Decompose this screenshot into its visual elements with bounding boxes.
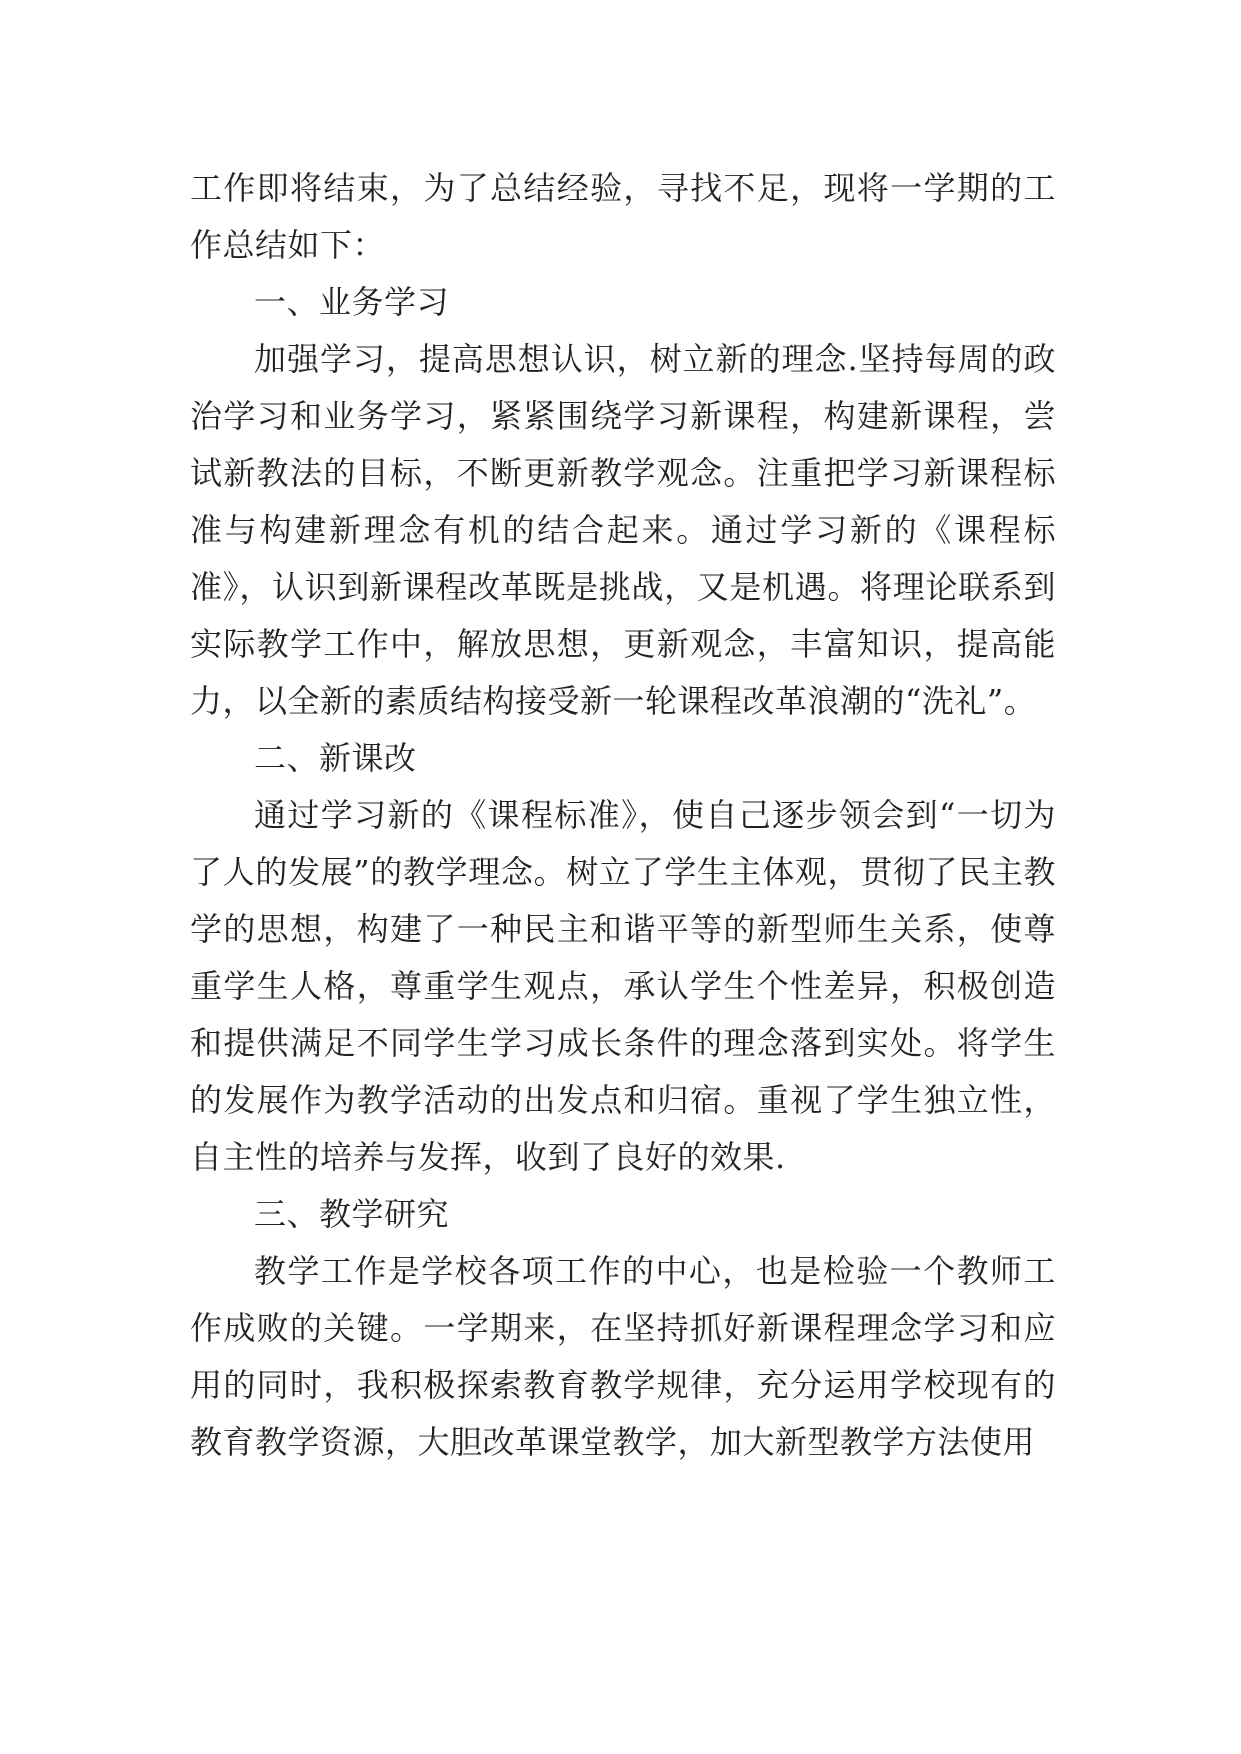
document-body [190,160,1056,1471]
section-paragraph-teaching-research: 教学工作是学校各项工作的中心，也是检验一个教师工作成败的关键。一学期来，在坚持抓好新课程理念学习和应用的同时，我积极探索教育教学规律，充分运用学校现有的教育教学资源，大胆改革课堂教学，加大新型教学方法使用 [190,1252,1056,1461]
section-paragraph-new-curriculum-reform: 通过学习新的《课程标准》，使自己逐步领会到“一切为了人的发展”的教学理念。树立了学生主体观，贯彻了民主教学的思想，构建了一种民主和谐平等的新型师生关系，使尊重学生人格，尊重学生观点，承认学生个性差异，积极创造和提供满足不同学生学习成长条件的理念落到实处。将学生的发展作为教学活动的出发点和归宿。重视了学生独立性，自主性的培养与发挥，收到了良好的效果. [190,796,1056,1176]
section-heading-teaching-research: 三、教学研究 [254,1195,450,1233]
section-paragraph-business-study: 加强学习，提高思想认识，树立新的理念.坚持每周的政治学习和业务学习，紧紧围绕学习新课程，构建新课程，尝试新教法的目标，不断更新教学观念。注重把学习新课程标准与构建新理念有机的结合起来。通过学习新的《课程标准》，认识到新课程改革既是挑战，又是机遇。将理论联系到实际教学工作中，解放思想，更新观念，丰富知识，提高能力，以全新的素质结构接受新一轮课程改革浪潮的“洗礼”。 [190,340,1056,720]
section-heading-new-curriculum-reform: 二、新课改 [254,739,417,777]
intro-paragraph: 工作即将结束，为了总结经验，寻找不足，现将一学期的工作总结如下： [190,169,1056,264]
section-heading-business-study: 一、业务学习 [254,283,450,321]
